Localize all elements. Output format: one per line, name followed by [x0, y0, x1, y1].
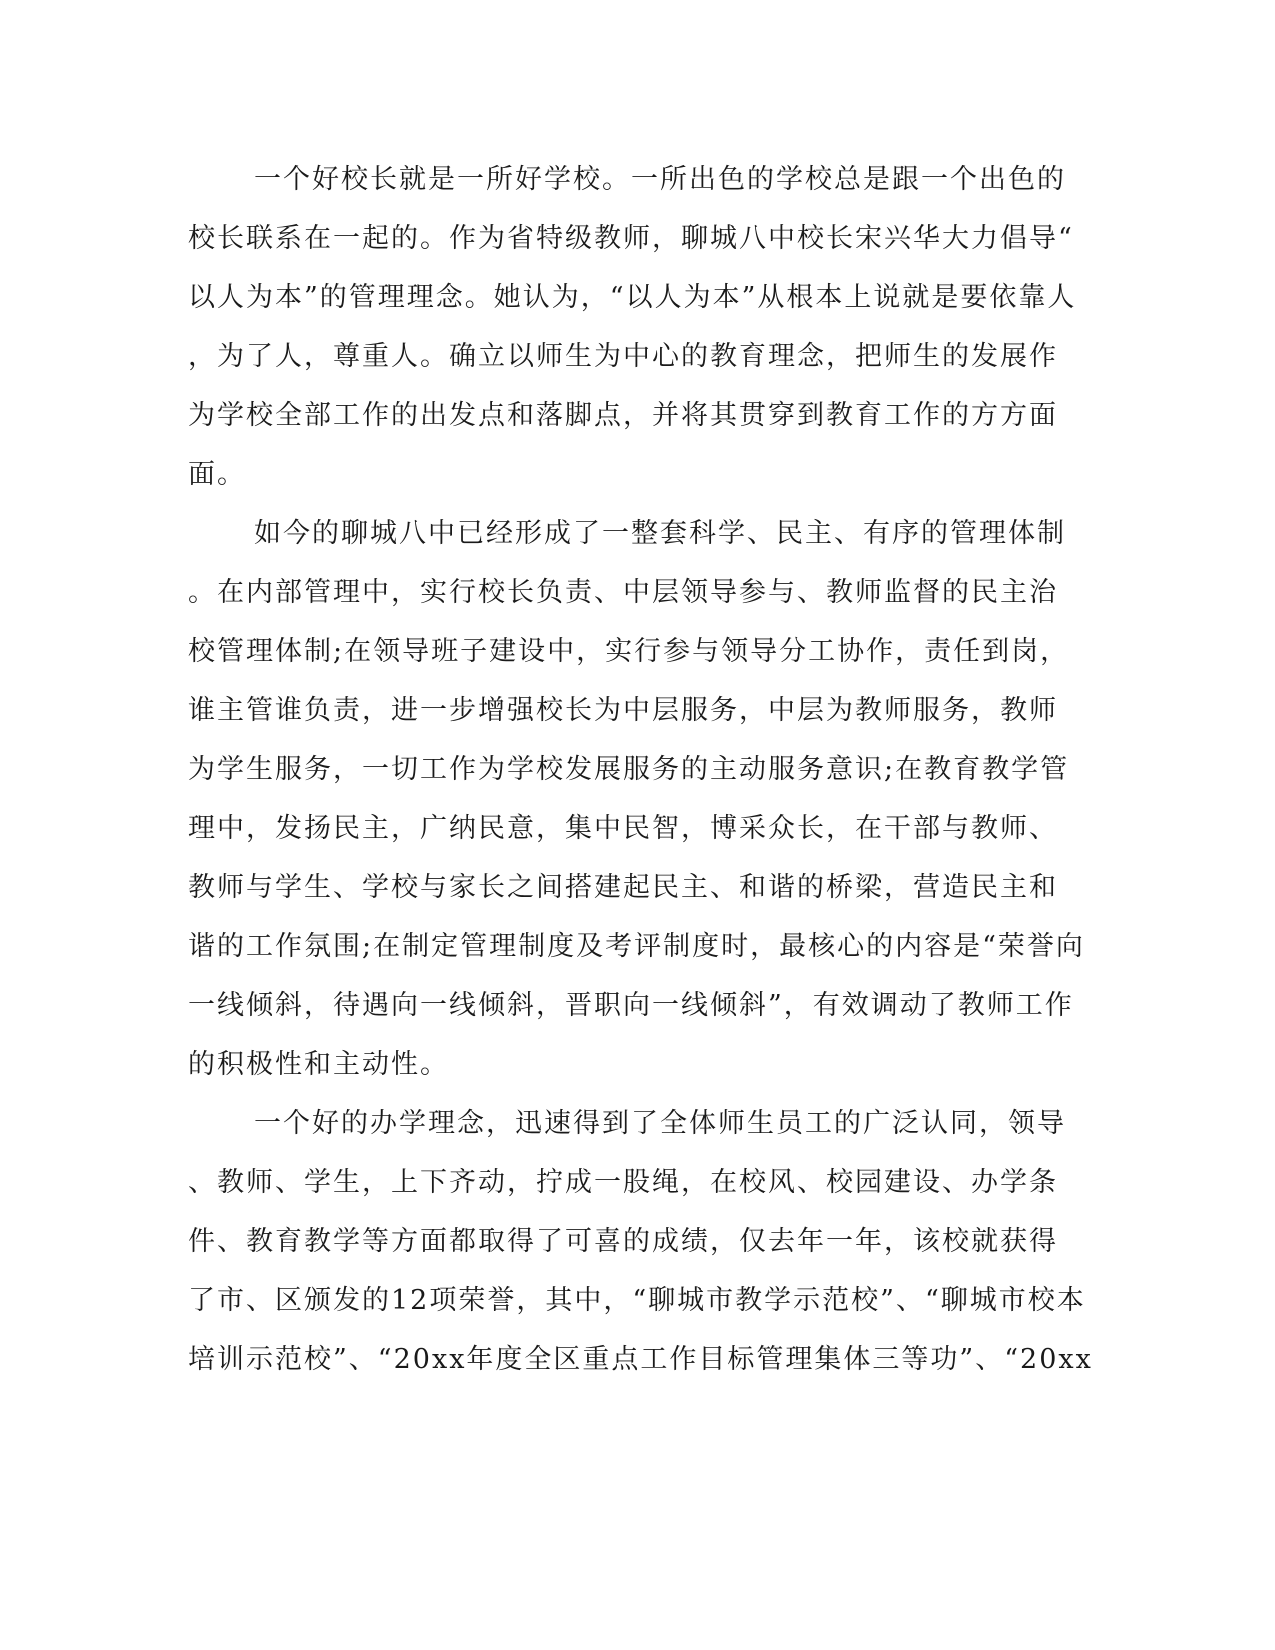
paragraph-3-line-4: 了市、区颁发的12项荣誉，其中，“聊城市教学示范校”、“聊城市校本 — [188, 1285, 1086, 1316]
paragraph-2-line-3: 校管理体制;在领导班子建设中，实行参与领导分工协作，责任到岗， — [188, 636, 1070, 667]
paragraph-1-line-1: 一个好校长就是一所好学校。一所出色的学校总是跟一个出色的 — [254, 164, 1066, 195]
paragraph-2-line-9: 一线倾斜，待遇向一线倾斜，晋职向一线倾斜”，有效调动了教师工作 — [188, 990, 1074, 1021]
paragraph-3-line-3: 件、教育教学等方面都取得了可喜的成绩，仅去年一年，该校就获得 — [188, 1226, 1058, 1257]
paragraph-3-line-1: 一个好的办学理念，迅速得到了全体师生员工的广泛认同，领导 — [254, 1108, 1066, 1139]
paragraph-2-line-10: 的积极性和主动性。 — [188, 1049, 449, 1080]
paragraph-2-line-5: 为学生服务，一切工作为学校发展服务的主动服务意识;在教育教学管 — [188, 754, 1070, 785]
paragraph-1-line-4: ，为了人，尊重人。确立以师生为中心的教育理念，把师生的发展作 — [188, 341, 1058, 372]
paragraph-1-line-2: 校长联系在一起的。作为省特级教师，聊城八中校长宋兴华大力倡导“ — [188, 223, 1074, 254]
paragraph-2-line-6: 理中，发扬民主，广纳民意，集中民智，博采众长，在干部与教师、 — [188, 813, 1058, 844]
paragraph-3-line-5: 培训示范校”、“20xx年度全区重点工作目标管理集体三等功”、“20xx — [188, 1344, 1093, 1375]
paragraph-2-line-2: 。在内部管理中，实行校长负责、中层领导参与、教师监督的民主治 — [188, 577, 1058, 608]
paragraph-2-line-4: 谁主管谁负责，进一步增强校长为中层服务，中层为教师服务，教师 — [188, 695, 1058, 726]
paragraph-2-line-8: 谐的工作氛围;在制定管理制度及考评制度时，最核心的内容是“荣誉向 — [188, 931, 1085, 962]
paragraph-1-line-5: 为学校全部工作的出发点和落脚点，并将其贯穿到教育工作的方方面 — [188, 400, 1058, 431]
paragraph-2-line-7: 教师与学生、学校与家长之间搭建起民主、和谐的桥梁，营造民主和 — [188, 872, 1058, 903]
paragraph-1-line-6: 面。 — [188, 459, 246, 490]
paragraph-2-line-1: 如今的聊城八中已经形成了一整套科学、民主、有序的管理体制 — [254, 518, 1066, 549]
paragraph-1-line-3: 以人为本”的管理理念。她认为，“以人为本”从根本上说就是要依靠人 — [188, 282, 1077, 313]
paragraph-3-line-2: 、教师、学生，上下齐动，拧成一股绳，在校风、校园建设、办学条 — [188, 1167, 1058, 1198]
